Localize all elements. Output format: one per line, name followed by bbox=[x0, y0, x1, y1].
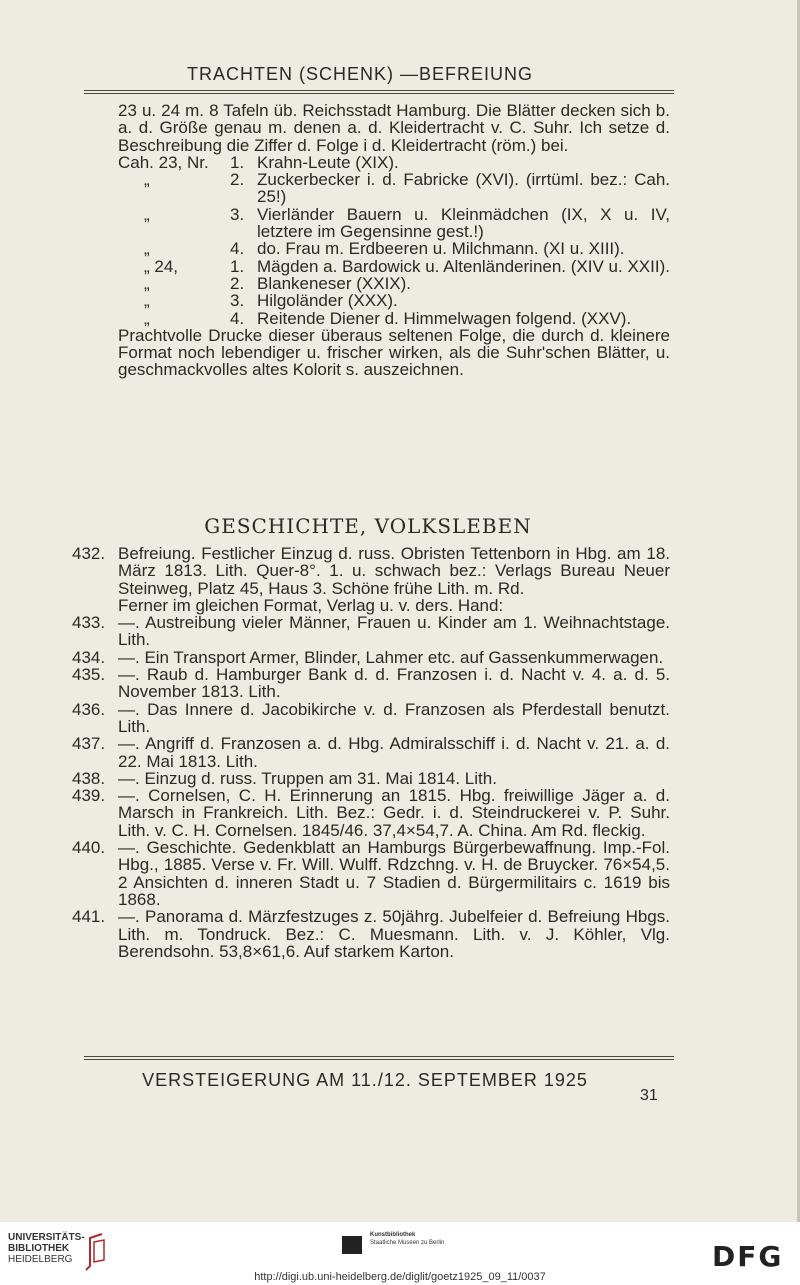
plate-number: 1. bbox=[230, 152, 245, 172]
plate-text: Krahn-Leute (XIX). bbox=[257, 152, 399, 172]
entry-text: Ferner im gleichen Format, Verlag u. v. ders. Hand: bbox=[118, 595, 504, 615]
catalogue-entry bbox=[72, 614, 670, 649]
entry-text: —. Austreibung vieler Männer, Frauen u. Kinder am 1. Weihnachtstage. Lith. bbox=[118, 613, 670, 650]
entry-text: —. Raub d. Hamburger Bank d. d. Franzosen i. d. Nacht v. 4. a. d. 5. November 1813. Lith. bbox=[118, 665, 670, 702]
plate-prefix: „ bbox=[144, 204, 150, 224]
university-line-1: UNIVERSITÄTS- bbox=[8, 1232, 85, 1243]
entry-text: Befreiung. Festlicher Einzug d. russ. Obristen Tettenborn in Hbg. am 18. März 1813. Lith. Quer-8°. 1. u. schwach bez.: Verlags Bureau Neuer Steinweg, Platz 45, Haus 3. Schöne frühe Lith. m. Rd. bbox=[118, 544, 670, 598]
closing-paragraph: Prachtvolle Drucke dieser überaus seltenen Folge, die durch d. kleinere Format noch lebendiger u. frischer wirken, als die Suhr'schen Blätter, u. geschmackvolles altes Kolorit s. auszeichnen. bbox=[118, 325, 670, 380]
header-rule-top bbox=[84, 90, 674, 91]
section-heading: GESCHICHTE, VOLKSLEBEN bbox=[204, 514, 532, 538]
catalogue-entry bbox=[72, 649, 670, 666]
plate-number: 3. bbox=[230, 291, 245, 311]
catalogue-entry bbox=[72, 770, 670, 787]
plate-prefix: Cah. 23, Nr. bbox=[118, 152, 209, 172]
entry-number: 438. bbox=[72, 768, 106, 788]
intro-block bbox=[118, 102, 670, 379]
plate-row bbox=[118, 171, 670, 206]
permalink-url[interactable]: http://digi.ub.uni-heidelberg.de/diglit/goetz1925_09_11/0037 bbox=[254, 1271, 546, 1283]
entry-text: —. Angriff d. Franzosen a. d. Hbg. Admiralsschiff i. d. Nacht v. 21. a. d. 22. Mai 1813. Lith. bbox=[118, 734, 670, 771]
footer-rule-bottom bbox=[84, 1059, 674, 1060]
entry-number: 435. bbox=[72, 665, 106, 685]
dfg-logo[interactable]: DFG bbox=[712, 1240, 784, 1273]
plate-row bbox=[118, 206, 670, 241]
header-rule-bottom bbox=[84, 93, 674, 94]
entry-text: —. Ein Transport Armer, Blinder, Lahmer etc. auf Gassenkummerwagen. bbox=[118, 647, 664, 667]
university-library-logo[interactable] bbox=[8, 1232, 85, 1265]
university-mark-icon bbox=[84, 1232, 106, 1272]
plate-text: Zuckerbecker i. d. Fabricke (XVI). (irrtüml. bez.: Cah. 25!) bbox=[257, 170, 670, 207]
plate-text: Hilgoländer (XXX). bbox=[257, 291, 398, 311]
plate-text: Blankeneser (XXIX). bbox=[257, 273, 412, 293]
plate-number: 1. bbox=[230, 256, 245, 276]
plate-row bbox=[118, 240, 670, 257]
catalogue-entry bbox=[72, 908, 670, 960]
entry-number: 432. bbox=[72, 544, 106, 563]
plate-prefix: „ bbox=[144, 273, 150, 293]
running-footer: VERSTEIGERUNG AM 11./12. SEPTEMBER 1925 bbox=[142, 1070, 588, 1090]
footer-rule-top bbox=[84, 1056, 674, 1057]
entry-number: 439. bbox=[72, 786, 106, 806]
catalogue-entry bbox=[72, 597, 670, 614]
plate-number: 4. bbox=[230, 239, 245, 259]
plate-prefix: „ bbox=[144, 170, 150, 190]
plate-number: 2. bbox=[230, 170, 245, 190]
entry-text: —. Das Innere d. Jacobikirche v. d. Franzosen als Pferdestall benutzt. Lith. bbox=[118, 699, 670, 736]
entry-text: —. Geschichte. Gedenkblatt an Hamburgs Bürgerbewaffnung. Imp.-Fol. Hbg., 1885. Verse v. Fr. Will. Wulff. Rdzchng. v. H. de Bruycker. 76×54,5. 2 Ansichten d. inneren Stadt u. 7 Stadien d. Bürgermilitairs c. 1619 bis 1868. bbox=[118, 838, 670, 909]
kunstbibliothek-text[interactable] bbox=[370, 1231, 444, 1247]
kunstbibliothek-logo-icon bbox=[342, 1236, 362, 1254]
entry-number: 434. bbox=[72, 647, 106, 667]
plate-text: do. Frau m. Erdbeeren u. Milchmann. (XI u. XIII). bbox=[257, 239, 625, 259]
intro-paragraph: 23 u. 24 m. 8 Tafeln üb. Reichsstadt Hamburg. Die Blätter decken sich b. a. d. Größe genau m. denen a. d. Kleidertracht v. C. Suhr. Ich setze d. Beschreibung die Ziffer d. Folge i d. Kleidertracht (röm.) bei. bbox=[118, 101, 670, 155]
page-number: 31 bbox=[640, 1087, 658, 1104]
catalogue-entry bbox=[72, 545, 670, 597]
catalogue-entry bbox=[72, 839, 670, 908]
entry-number: 433. bbox=[72, 613, 106, 633]
catalogue-entry bbox=[72, 666, 670, 701]
kb-line-2: Staatliche Museen zu Berlin bbox=[370, 1240, 445, 1246]
plate-row bbox=[118, 292, 670, 309]
viewer-footer-bar bbox=[0, 1222, 800, 1285]
entry-number: 440. bbox=[72, 838, 106, 858]
entry-number: 441. bbox=[72, 907, 106, 927]
entry-text: —. Einzug d. russ. Truppen am 31. Mai 1814. Lith. bbox=[118, 768, 497, 788]
catalogue-entries bbox=[72, 545, 670, 960]
catalogue-entry bbox=[72, 787, 670, 839]
entry-text: —. Panorama d. Märzfestzuges z. 50jährg. Jubelfeier d. Befreiung Hbgs. Lith. m. Tondruck. Bez.: C. Muesmann. Lith. v. J. Köhler, Vlg. Berendsohn. 53,8×61,6. Auf starkem Karton. bbox=[118, 907, 670, 961]
plate-prefix: „ bbox=[144, 239, 150, 259]
catalogue-entry bbox=[72, 735, 670, 770]
plate-text: Vierländer Bauern u. Kleinmädchen (IX, X u. IV, letztere im Gegensinne gest.!) bbox=[257, 204, 670, 242]
entry-number: 437. bbox=[72, 734, 106, 754]
plate-prefix: „ 24, bbox=[144, 256, 179, 276]
plate-text: Mägden a. Bardowick u. Altenländerinen. (XIV u. XXII). bbox=[257, 256, 670, 276]
plate-prefix: „ bbox=[144, 291, 150, 311]
running-header: TRACHTEN (SCHENK) —BEFREIUNG bbox=[186, 64, 533, 84]
plate-list bbox=[118, 154, 670, 327]
plate-row bbox=[118, 310, 670, 327]
plate-number: 4. bbox=[230, 308, 245, 328]
university-line-3: HEIDELBERG bbox=[8, 1254, 73, 1265]
kb-line-1: Kunstbibliothek bbox=[370, 1232, 416, 1238]
plate-row bbox=[118, 275, 670, 292]
plate-number: 3. bbox=[230, 204, 245, 224]
plate-row bbox=[118, 154, 670, 171]
plate-text: Reitende Diener d. Himmelwagen folgend. (XXV). bbox=[257, 308, 632, 328]
plate-row bbox=[118, 258, 670, 275]
catalogue-entry bbox=[72, 701, 670, 736]
entry-number: 436. bbox=[72, 699, 106, 719]
plate-prefix: „ bbox=[144, 308, 150, 328]
university-line-2: BIBLIOTHEK bbox=[8, 1243, 70, 1254]
plate-number: 2. bbox=[230, 273, 245, 293]
entry-text: —. Cornelsen, C. H. Erinnerung an 1815. Hbg. freiwillige Jäger a. d. Marsch in Frankreich. Lith. Bez.: Gedr. i. d. Steindruckerei v. P. Suhr. Lith. v. C. H. Cornelsen. 1845/46. 37,4×54,7. A. China. Am Rd. fleckig. bbox=[118, 786, 670, 840]
